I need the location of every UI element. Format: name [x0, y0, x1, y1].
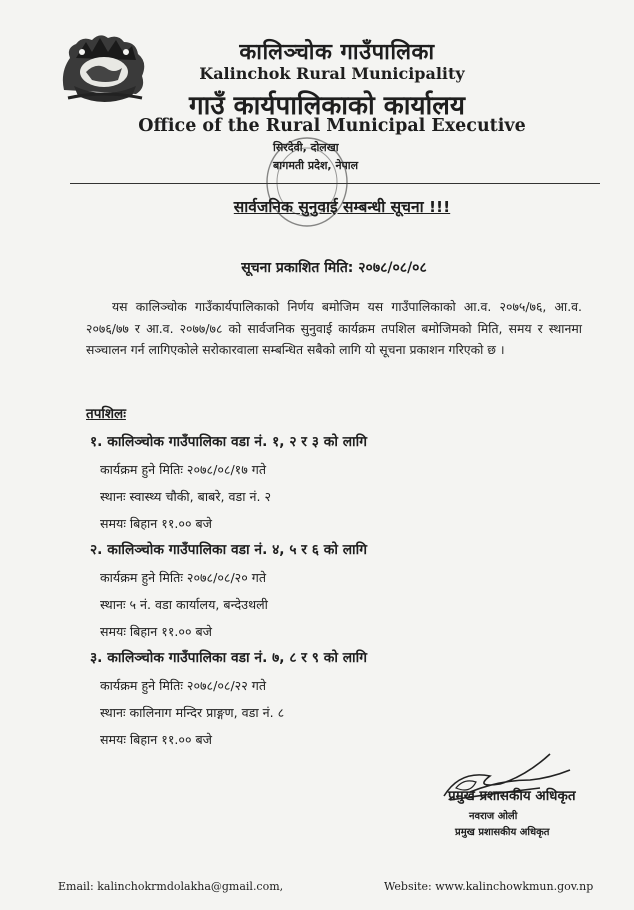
footer-website: Website: www.kalinchowkmun.gov.np — [384, 880, 594, 893]
signatory-title: प्रमुख प्रशासकीय अधिकृत — [448, 788, 576, 804]
municipality-name-np: कालिञ्चोक गाउँपालिका — [239, 40, 435, 65]
program-time: समयः बिहान ११.०० बजे — [100, 732, 213, 747]
published-date: सूचना प्रकाशित मिति: २०७८/०८/०८ — [241, 260, 427, 276]
ward-group-title: ३. कालिञ्चोक गाउँपालिका वडा नं. ७, ८ र ९ को लागि — [90, 650, 367, 666]
signatory-name: नवराज ओली — [469, 811, 518, 822]
signatory-designation: प्रमुख प्रशासकीय अधिकृत — [455, 827, 550, 838]
municipality-name-en: Kalinchok Rural Municipality — [199, 64, 465, 83]
program-time: समयः बिहान ११.०० बजे — [100, 516, 213, 531]
ward-group-title: १. कालिञ्चोक गाउँपालिका वडा नं. १, २ र ३ को लागि — [90, 434, 367, 450]
footer-email: Email: kalinchokrmdolakha@gmail.com, — [58, 880, 284, 893]
program-time: समयः बिहान ११.०० बजे — [100, 624, 213, 639]
notice-body — [86, 296, 582, 361]
details-label: तपशिलः — [86, 406, 126, 422]
ward-group-title: २. कालिञ्चोक गाउँपालिका वडा नं. ४, ५ र ६ को लागि — [90, 542, 367, 558]
notice-title: सार्वजनिक सुनुवाई सम्बन्धी सूचना !!! — [233, 198, 451, 216]
address-line-1: सिरदेवी, दोलखा — [273, 141, 339, 154]
header-divider — [70, 183, 600, 184]
program-place: स्थानः स्वास्थ्य चौकी, बाबरे, वडा नं. २ — [100, 489, 272, 504]
program-place: स्थानः कालिनाग मन्दिर प्राङ्गण, वडा नं. ८ — [100, 705, 285, 720]
address-line-2: बागमती प्रदेश, नेपाल — [273, 159, 359, 172]
program-date: कार्यक्रम हुने मितिः २०७८/०८/२० गते — [100, 570, 267, 585]
notice-body-text: यस कालिञ्चोक गाउँकार्यपालिकाको निर्णय बमोजिम यस गाउँपालिकाको आ.व. २०७५/७६, आ.व. २०७६/७७ र आ.व. २०७७/७८ को सार्वजनिक सुनुवाई कार्यक्रम तपशिल बमोजिमको मिति, समय र स्थानमा सञ्चालन गर्न लागिएकोले सरोकारवाला सम्बन्धित सबैको लागि यो सूचना प्रकाशन गरिएको छ । — [86, 299, 582, 357]
office-name-en: Office of the Rural Municipal Executive — [138, 116, 526, 136]
program-date: कार्यक्रम हुने मितिः २०७८/०८/२२ गते — [100, 678, 267, 693]
program-date: कार्यक्रम हुने मितिः २०७८/०८/१७ गते — [100, 462, 267, 477]
office-name-np: गाउँ कार्यपालिकाको कार्यालय — [189, 91, 465, 121]
program-place: स्थानः ५ नं. वडा कार्यालय, बन्देउथली — [100, 597, 268, 612]
